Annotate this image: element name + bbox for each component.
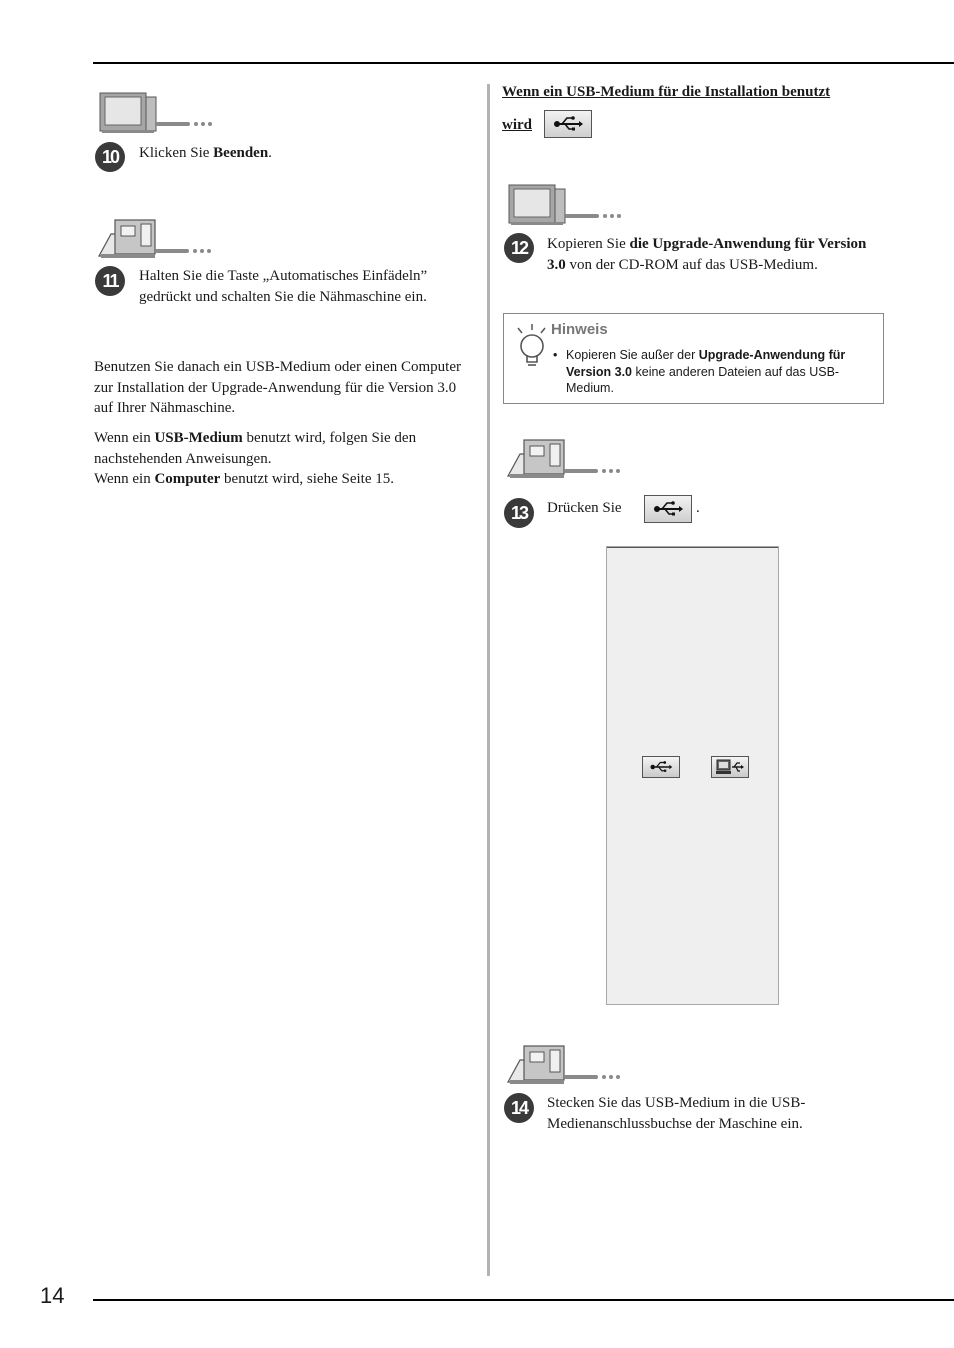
step-number-13: 13 (504, 498, 534, 528)
note-suffix: keine anderen Dateien auf das USB-Medium. (566, 364, 840, 395)
sewing-machine-icon (506, 1044, 626, 1088)
section-heading (502, 82, 892, 102)
step-10-prefix: Klicken Sie (139, 145, 214, 161)
para2-l2-bold: Computer (154, 471, 221, 487)
step-11-text: Halten Sie die Taste „Automatisches Einfädeln” gedrückt und schalten Sie die Nähmaschine ein. (139, 268, 428, 305)
step-12-suffix: von der CD-ROM auf das USB-Medium. (565, 256, 818, 273)
section-heading-line1: Wenn ein USB-Medium für die Installation benutzt (502, 84, 831, 100)
note-text (566, 347, 876, 397)
usb-icon (649, 761, 673, 773)
step-13-usb-button (644, 495, 692, 523)
step-number-12: 12 (504, 233, 534, 263)
step-10-suffix: . (268, 145, 272, 161)
step-12-bold: die Upgrade-Anwendung für Version 3.0 (547, 236, 867, 273)
sewing-machine-icon (506, 438, 626, 482)
note-title: Hinweis (551, 321, 608, 338)
step-12-text (547, 234, 877, 275)
sewing-machine-icon (97, 218, 217, 262)
step-12-prefix: Kopieren Sie (547, 236, 630, 252)
usb-computer-icon (716, 759, 744, 775)
note-bold: Upgrade-Anwendung für Version 3.0 (566, 348, 846, 379)
step-number-10: 10 (95, 142, 125, 172)
lightbulb-icon (512, 322, 548, 366)
note-box (503, 313, 884, 404)
intro-paragraph: Benutzen Sie danach ein USB-Medium oder einen Computer zur Installation der Upgrade-Anwendung für die Version 3.0 auf Ihrer Nähmaschine. (94, 359, 461, 416)
bottom-rule (93, 1299, 954, 1301)
top-rule (93, 62, 954, 64)
note-prefix: Kopieren Sie außer der (566, 348, 699, 362)
para2-l1-bold: USB-Medium (154, 430, 243, 446)
step-number-14: 14 (504, 1093, 534, 1123)
note-bullet: • (553, 348, 558, 362)
computer-icon (99, 92, 219, 134)
para2-l2-prefix: Wenn ein (94, 471, 155, 487)
screen-usb-button[interactable] (642, 756, 680, 778)
step-13-prefix: Drücken Sie (547, 500, 622, 516)
page-number: 14 (40, 1283, 65, 1308)
step-13-suffix: . (696, 500, 700, 516)
step-number-11: 11 (95, 266, 125, 296)
step-10-text (139, 143, 469, 164)
usb-icon (653, 501, 683, 517)
para2-l2-suffix: benutzt wird, siehe Seite 15. (220, 471, 394, 487)
heading-usb-button (544, 110, 592, 138)
step-10-bold: Beenden (213, 145, 269, 161)
machine-screen (606, 546, 779, 1005)
para2-l1-suffix: benutzt wird, folgen Sie den nachstehenden Anweisungen. (94, 430, 417, 467)
screen-usb-computer-button[interactable] (711, 756, 749, 778)
step-14-text: Stecken Sie das USB-Medium in die USB-Medienanschlussbuchse der Maschine ein. (547, 1095, 806, 1132)
para2-l1-prefix: Wenn ein (94, 430, 155, 446)
instructions-paragraph (94, 428, 474, 490)
computer-icon (508, 184, 628, 226)
column-divider (487, 84, 490, 1276)
section-heading-line2: wird (502, 117, 532, 133)
usb-icon (553, 116, 583, 132)
